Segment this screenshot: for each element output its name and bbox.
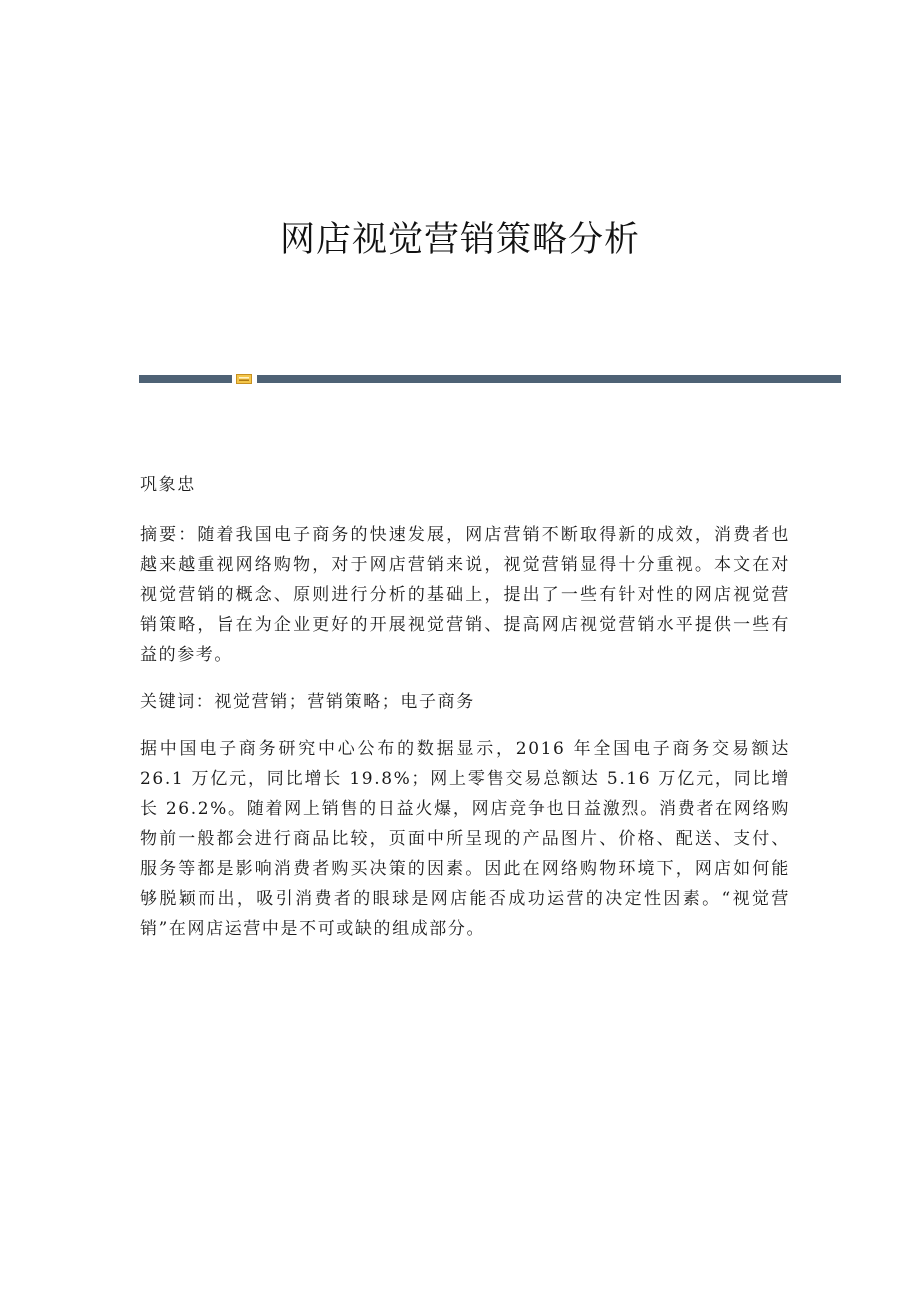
author-name: 巩象忠 [140, 475, 196, 495]
divider-left-bar [139, 375, 232, 383]
divider-right-bar [257, 375, 841, 383]
keywords-paragraph: 关键词：视觉营销；营销策略；电子商务 [140, 692, 475, 712]
body-paragraph: 据中国电子商务研究中心公布的数据显示，2016 年全国电子商务交易额达 26.1 万亿元，同比增长 19.8%；网上零售交易总额达 5.16 万亿元，同比增长 26.2%。随着网上销售的日益火爆，网店竞争也日益激烈。消费者在网络购物前一般都会进行商品比较，页面中所呈现的产品图片、价格、配送、支付、服务等都是影响消费者购买决策的因素。因此在网络购物环境下，网店如何能够脱颖而出，吸引消费者的眼球是网店能否成功运营的决定性因素。“视觉营销”在网店运营中是不可或缺的组成部分。 [140, 739, 790, 939]
document-body [140, 470, 790, 961]
document-title: 网店视觉营销策略分析 [279, 220, 640, 260]
title-divider [139, 374, 841, 384]
divider-ornament-icon [236, 374, 252, 384]
abstract-paragraph: 摘要：随着我国电子商务的快速发展，网店营销不断取得新的成效，消费者也越来越重视网络购物，对于网店营销来说，视觉营销显得十分重视。本文在对视觉营销的概念、原则进行分析的基础上，提出了一些有针对性的网店视觉营销策略，旨在为企业更好的开展视觉营销、提高网店视觉营销水平提供一些有益的参考。 [140, 525, 790, 665]
